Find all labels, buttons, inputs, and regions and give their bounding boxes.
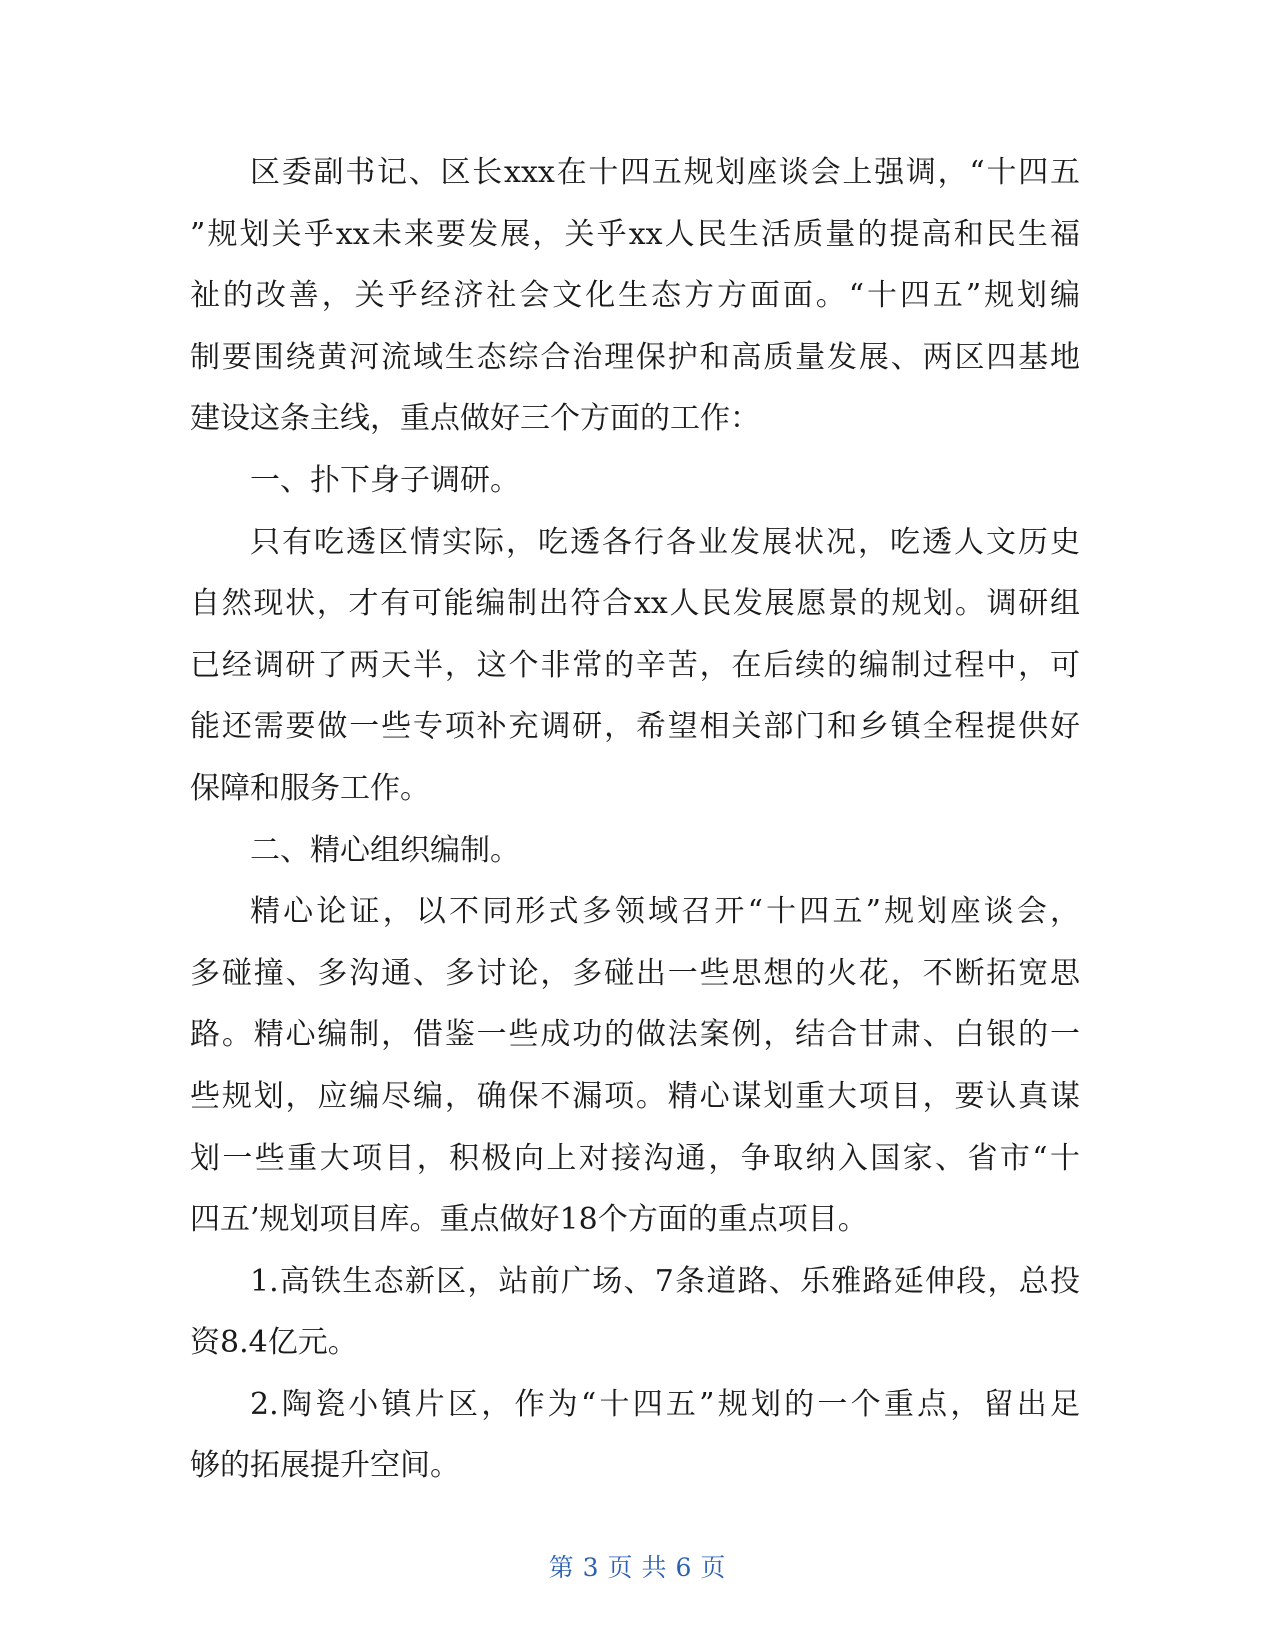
footer-page-label: 第 bbox=[548, 1553, 575, 1582]
text-line: 资8.4亿元。 bbox=[190, 1325, 358, 1361]
document-body bbox=[190, 142, 1080, 1497]
text-line: 区委副书记、区长xxx在十四五规划座谈会上强调，“十四五 bbox=[250, 155, 1080, 190]
text-line: 2.陶瓷小镇片区，作为“十四五”规划的一个重点，留出足 bbox=[250, 1386, 1080, 1422]
text-line: 1.高铁生态新区，站前广场、7条道路、乐雅路延伸段，总投 bbox=[250, 1263, 1080, 1299]
text-line: ”规划关乎xx未来要发展，关乎xx人民生活质量的提高和民生福 bbox=[190, 216, 1080, 252]
text-line: 精心论证，以不同形式多领域召开“十四五”规划座谈会， bbox=[250, 894, 1080, 930]
text-line: 能还需要做一些专项补充调研，希望相关部门和乡镇全程提供好 bbox=[190, 709, 1080, 745]
text-line: 祉的改善，关乎经济社会文化生态方方面面。“十四五”规划编 bbox=[190, 278, 1080, 314]
footer-total-unit: 页 bbox=[700, 1553, 727, 1582]
text-line: 些规划，应编尽编，确保不漏项。精心谋划重大项目，要认真谋 bbox=[190, 1078, 1080, 1114]
text-line: 多碰撞、多沟通、多讨论，多碰出一些思想的火花，不断拓宽思 bbox=[190, 955, 1080, 991]
text-line: 一、扑下身子调研。 bbox=[250, 462, 520, 498]
text-line: 只有吃透区情实际，吃透各行各业发展状况，吃透人文历史 bbox=[250, 524, 1080, 560]
footer-total-pages: 6 bbox=[675, 1553, 693, 1582]
footer-current-page: 3 bbox=[582, 1553, 600, 1582]
text-line: 自然现状，才有可能编制出符合xx人民发展愿景的规划。调研组 bbox=[190, 586, 1080, 622]
text-line: 四五’规划项目库。重点做好18个方面的重点项目。 bbox=[190, 1202, 868, 1238]
page-footer bbox=[0, 1548, 1275, 1584]
text-line: 已经调研了两天半，这个非常的辛苦，在后续的编制过程中，可 bbox=[190, 647, 1080, 683]
text-line: 建设这条主线，重点做好三个方面的工作： bbox=[190, 401, 760, 437]
footer-total-label: 共 bbox=[641, 1553, 668, 1582]
text-line: 划一些重大项目，积极向上对接沟通，争取纳入国家、省市“十 bbox=[190, 1140, 1080, 1176]
text-line: 够的拓展提升空间。 bbox=[190, 1448, 460, 1484]
text-line: 路。精心编制，借鉴一些成功的做法案例，结合甘肃、白银的一 bbox=[190, 1017, 1080, 1053]
text-line: 保障和服务工作。 bbox=[190, 770, 430, 806]
text-line: 二、精心组织编制。 bbox=[250, 832, 520, 868]
text-line: 制要围绕黄河流域生态综合治理保护和高质量发展、两区四基地 bbox=[190, 339, 1080, 375]
footer-page-unit: 页 bbox=[607, 1553, 634, 1582]
